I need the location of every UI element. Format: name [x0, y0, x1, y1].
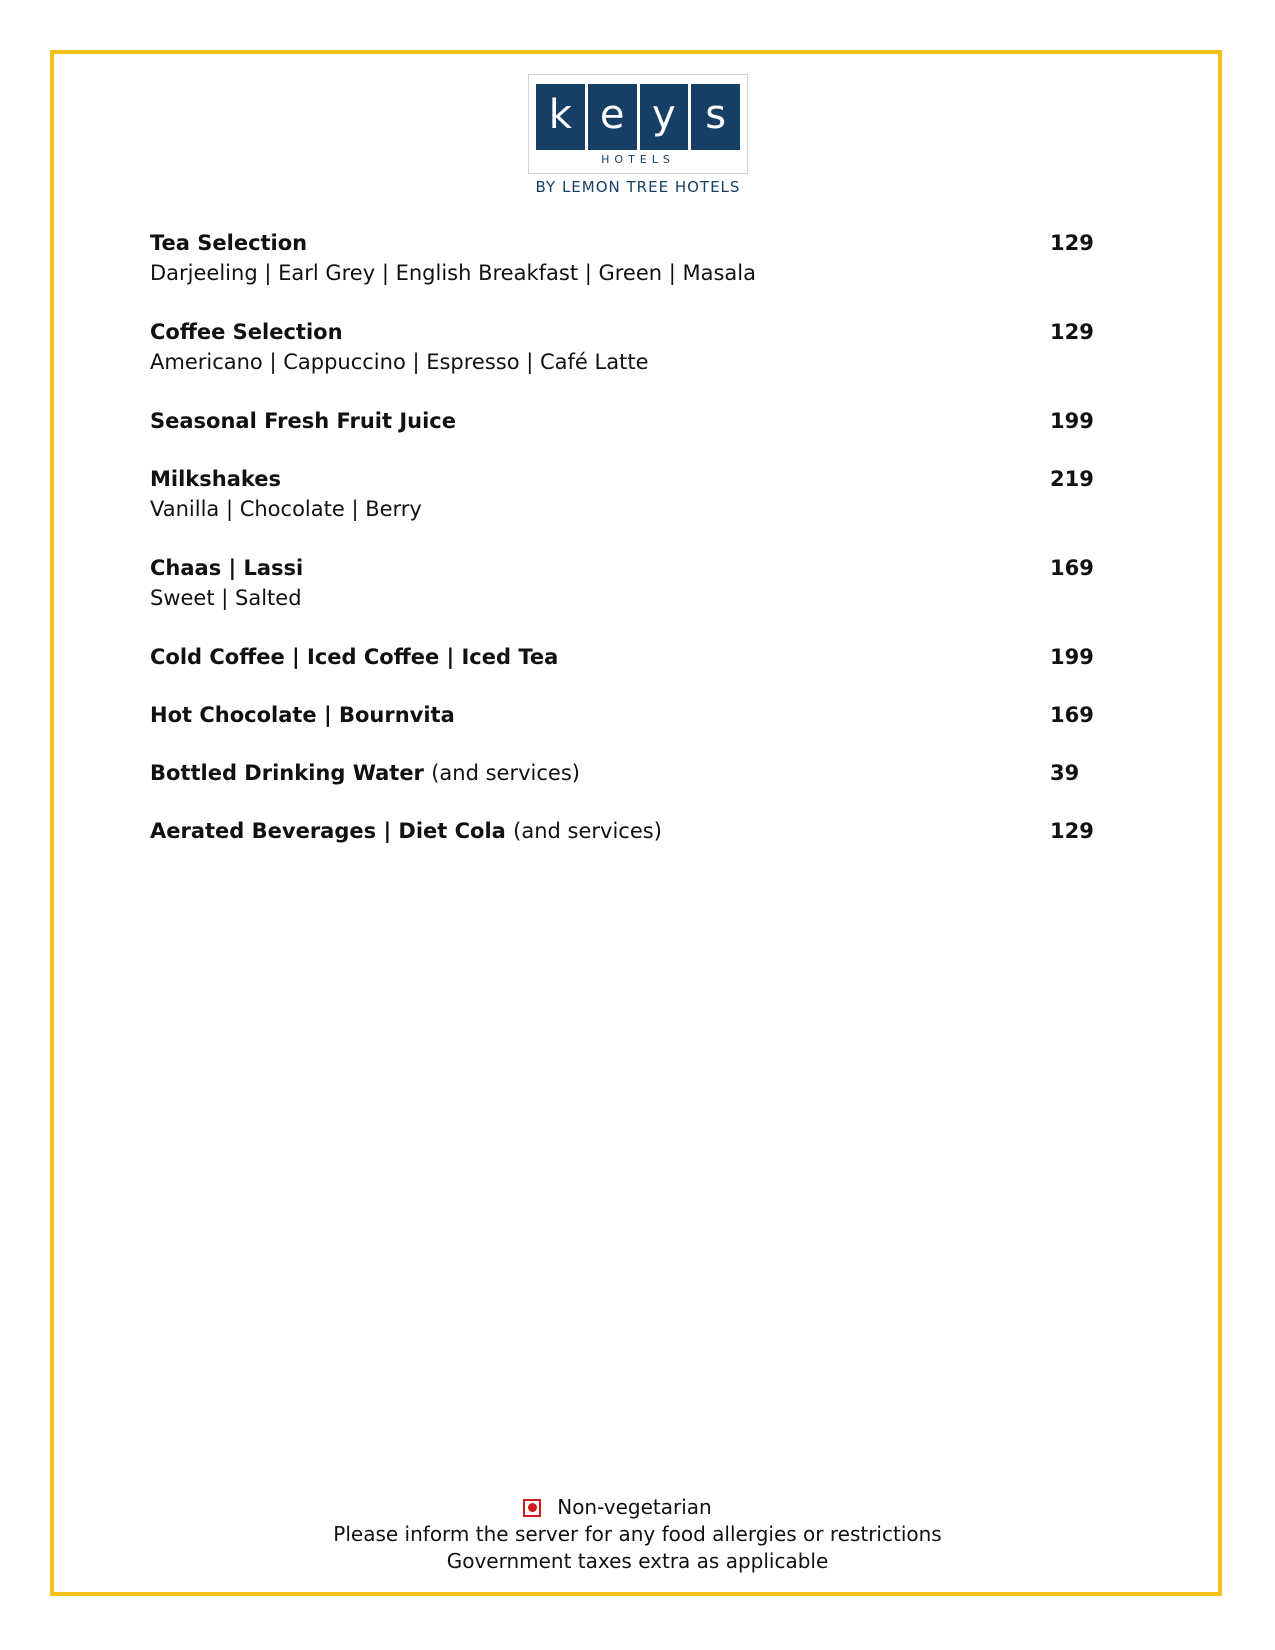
allergy-notice: Please inform the server for any food allergies or restrictions: [333, 1522, 942, 1546]
diet-legend: [0, 1494, 1275, 1521]
item-name-line: [150, 464, 1095, 494]
item-name-line: [150, 317, 1095, 347]
item-name: Cold Coffee | Iced Coffee | Iced Tea: [150, 645, 559, 669]
item-price: 199: [1050, 645, 1094, 669]
legend-label: Non-vegetarian: [557, 1495, 712, 1519]
menu-item: [150, 464, 1095, 525]
item-name: Milkshakes: [150, 467, 282, 491]
item-price: 199: [1050, 409, 1094, 433]
item-name-line: [150, 816, 1095, 846]
menu-item: [150, 228, 1095, 289]
logo-letter: y: [640, 84, 689, 150]
item-price: 219: [1050, 467, 1094, 491]
item-name-line: [150, 700, 1095, 730]
item-name: Aerated Beverages | Diet Cola: [150, 819, 506, 843]
item-name: Hot Chocolate | Bournvita: [150, 703, 455, 727]
item-name-line: [150, 553, 1095, 583]
item-name: Chaas | Lassi: [150, 556, 304, 580]
menu-item: [150, 700, 1095, 730]
item-name: Tea Selection: [150, 231, 308, 255]
item-name: Seasonal Fresh Fruit Juice: [150, 409, 456, 433]
item-price: 129: [1050, 320, 1094, 344]
item-name-line: [150, 758, 1095, 788]
item-description: Vanilla | Chocolate | Berry: [150, 497, 422, 521]
item-name-line: [150, 406, 1095, 436]
menu-list: [150, 228, 1095, 874]
item-name: Coffee Selection: [150, 320, 343, 344]
item-name: Bottled Drinking Water: [150, 761, 424, 785]
item-price: 129: [1050, 819, 1094, 843]
item-description: Americano | Cappuccino | Espresso | Café Latte: [150, 350, 649, 374]
item-note: (and services): [431, 761, 580, 785]
item-name-line: [150, 642, 1095, 672]
logo-tiles: [536, 84, 740, 150]
item-price: 169: [1050, 703, 1094, 727]
non-veg-dot: [528, 1503, 537, 1512]
menu-item: [150, 553, 1095, 614]
item-price: 169: [1050, 556, 1094, 580]
item-description: Sweet | Salted: [150, 586, 302, 610]
item-price: 129: [1050, 231, 1094, 255]
non-veg-icon: [523, 1499, 541, 1517]
menu-item: [150, 317, 1095, 378]
menu-item: [150, 758, 1095, 788]
item-name-line: [150, 228, 1095, 258]
menu-item: [150, 406, 1095, 436]
logo-letter: s: [691, 84, 740, 150]
brand-logo: [528, 74, 748, 174]
logo-tagline: BY LEMON TREE HOTELS: [535, 178, 741, 196]
menu-item: [150, 816, 1095, 846]
item-note: (and services): [513, 819, 662, 843]
logo-letter: k: [536, 84, 585, 150]
logo-letter: e: [588, 84, 637, 150]
logo-subtitle: HOTELS: [601, 153, 675, 166]
menu-footer: [0, 1494, 1275, 1575]
item-price: 39: [1050, 761, 1080, 785]
menu-item: [150, 642, 1095, 672]
item-description: Darjeeling | Earl Grey | English Breakfast | Green | Masala: [150, 261, 756, 285]
tax-notice: Government taxes extra as applicable: [446, 1549, 829, 1573]
